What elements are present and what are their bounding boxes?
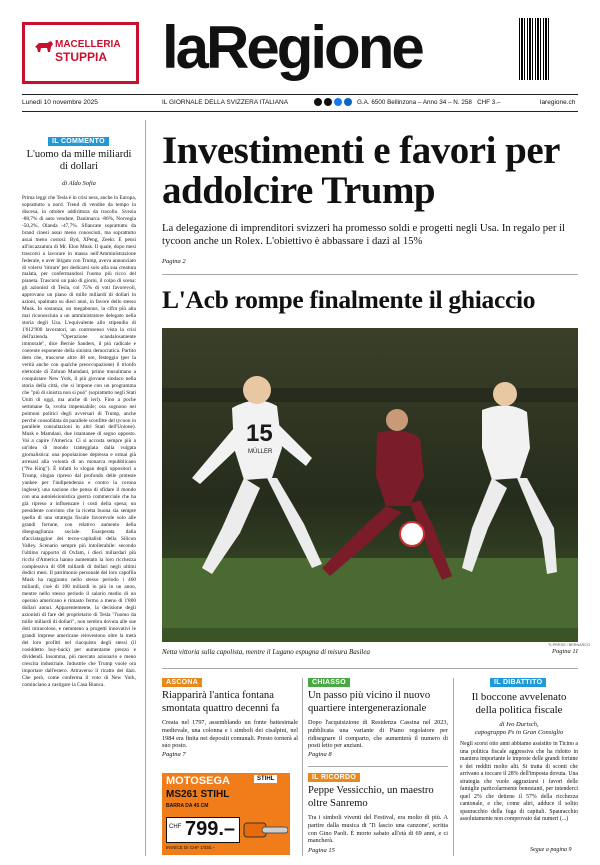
issue-date: Lunedì 10 novembre 2025 — [22, 99, 98, 106]
sport-headline[interactable]: L'Acb rompe finalmente il ghiaccio — [162, 285, 536, 314]
ad-brand-line2: STUPPIA — [55, 50, 108, 64]
ricordo-label: IL RICORDO — [308, 773, 360, 782]
main-subtitle: La delegazione di imprenditori svizzeri ha promesso soldi e progetti negli Usa. In regalo per il tycoon anche un Rolex. L'obiettivo è abbassare i dazi al 15% — [162, 222, 566, 247]
dibattito-body: Negli scorsi otto anni abbiamo assistito in Ticino a una politica fiscale aggressiva che ha ridotto in maniera importante le imposte delle grandi fortune e dei redditi molto alti. Si tratta di sconti che arrivano a toccare il 28% dell'imposta dovuta. Una strategia che vuole aggraziarsi i favori delle famiglie particolarmente benestanti, per intenderci quel 2% che detiene il 57% della ricchezza cantonale, e che, come altri, adduce il solito spauracchio della fuga di capitali. Spauracchio assolutamente non comprovato dai numeri (...) — [460, 741, 578, 822]
social-icons[interactable] — [314, 98, 352, 106]
facebook-icon[interactable] — [334, 98, 342, 106]
issue-info: G.A. 6500 Bellinzona – Anno 34 – N. 258 CHF 3.– — [357, 99, 501, 106]
ad-motosega-model: MS261 STIHL — [166, 789, 230, 800]
dibattito-author: di Ivo Durisch, — [499, 721, 539, 728]
chainsaw-icon — [242, 811, 288, 845]
barcode — [519, 18, 551, 80]
cow-logo-icon — [33, 39, 55, 55]
commento-title[interactable]: L'uomo da mille miliardi di dollari — [26, 149, 132, 172]
ricordo-page-ref: Pagina 15 — [308, 847, 335, 854]
dibattito-label: IL DIBATTITO — [490, 678, 546, 687]
commento-label: IL COMMENTO — [48, 137, 109, 146]
masthead-logo[interactable]: laRegione — [162, 14, 422, 81]
linkedin-icon[interactable] — [344, 98, 352, 106]
ad-motosega-bar: BARRA DA 45 CM — [166, 803, 209, 809]
motosega-ad[interactable] — [162, 773, 290, 855]
ad-motosega-title: MOTOSEGA — [166, 775, 230, 787]
photo-credit: TI-PRESS / BERNASCO — [548, 643, 590, 647]
tagline: IL GIORNALE DELLA SVIZZERA ITALIANA — [162, 99, 289, 106]
sport-caption: Netta vittoria sulla capolista, mentre il Lugano espugna di misura Basilea — [162, 648, 370, 656]
ascona-title[interactable]: Riapparirà l'antica fontana smontata quattro decenni fa — [162, 690, 280, 714]
top-ad[interactable] — [22, 22, 139, 84]
football-scene — [162, 328, 578, 642]
jersey-number: 15 — [246, 420, 273, 447]
commento-author: di Aldo Sofia — [62, 180, 96, 187]
ad-price-box — [166, 817, 240, 843]
ad-price: 799.– — [185, 818, 236, 840]
ricordo-title[interactable]: Peppe Vessicchio, un maestro oltre Sanremo — [308, 785, 434, 809]
main-headline[interactable]: Investimenti e favori per addolcire Trump — [162, 129, 560, 212]
ricordo-body: Tra i simboli viventi del Festival, era molto di più. A partire dalla musica di 'Ti lascio una canzone', scritta con Gino Paoli. È morto sabato all'età di 69 anni, e ci mancherà. — [308, 814, 448, 845]
instagram-icon[interactable] — [324, 98, 332, 106]
jersey-name: MÜLLER — [248, 449, 273, 455]
commento-body: Prima leggi che Tesla è in crisi nera, anche in Europa, soprattutto a nord. Trend di vendite da tempo in discesa, in ottobre addirittura da tracollo. Svezia -88,7% di auto vendute, Danimarca -86%, Norvegia -50,2%, Olanda -47,7%. Sfiancate soprattutto da brand cinesi assai meno conosciuti, ma soprattutto assai meno costosi: Byd, XPeng, Zeekr. E pensi all'incazzatura di Mr. Elon Musk. Il quale, dopo mesi trascorsi a lavorare in massa nell'Amministrazione federale, e aver litigato con Trump, aveva annunciato di volersi 'ritirare' per dedicarsi solo alla sua creatura malata, per confermandosi l'uomo più ricco del pianeta. Trascorsi un paio di giorni, il colpo di scena: gli azionisti di Tesla, col 75% di voti favorevoli, approvano un piano di mille miliardi di dollari in azioni, spalmato su dieci anni, in favore dello stesso Musk. In sostanza, un megabonus, la cifra più alta mai riconosciuta a un amministratore delegato nella storia degli Usa. L'equivalente allo stipendio di 1'612'900 lavoratori, un controsenso vista la crisi dell'azienda. "Operazione scandalosamente immorale", dice Bernie Sanders, il più radicale e coerente esponente della sinistra democratica. Partito dem che, trascorse altre 48 ore, festeggia (per la verità anche con qualche preoccupazione) il trionfo elettorale di Zohran Mamdani, primo musulmano a conquistare New York, il più giovane sindaco nella storia della città, che si impone con un programma che "più di sinistra non si può" (soprattutto negli Stati Uniti di oggi, ma anche di ieri). Fino a poche settimane fa, svolta impensabile; ora sognono nei polmoni politici degli avversari di Trump, anche perché consolidata da parallele sconfitte del tycoon in parallele consultazioni in altri Stati dell'Unione). Musk e Mamdani, due istantanee di segno opposto. Vai a capire l'America. Ci si accosta sempre più a un'idea di mondo tratteggiata dalla vulgata giornalistica: una popolazione depressa e ormai già arresasi alla volontà di un monarca repubblicano ("No King"). È infatti lo slogan degli oppositori a Trump, slogan ripreso dal profondo delle proteste yankee per l'indipendenza e contro la corona inglese); una nazione che pensa di sfidare il mondo con una autoleisionistica guerra commerciale che ha già ripreso a influenzare i costi della spesa; un presidente convinto che la ricetta buona sia sempre quella di una strategia fiscale favorevole solo alle grandi fortune, con relativo aumento della diseguaglianza sociale. Esasperata dalla sfacciataggine dei tecno-capitalisti della Silicon Valley. Scenario sempre più intollerabile: secondo l'ultimo rapporto di Oxfam, i dieci miliardari più ricchi d'America hanno aumentato la loro ricchezza complessiva di 698 miliardi di dollari negli ultimi dodici mesi. Il patrimonio personale del loro capofila Musk ha raggiunto nello stesso periodo i 460 miliardi, cioè di 100 miliardi in più in un anno, mentre nello stesso periodo il salario medio di un operaio americano è rimasto fermo a meno di 1'800 dollari annui. Apparentemente, la decisione degli azionisti di fare del proprietario di Tesla "l'uomo da mille miliardi di dollari", non sembra dovuta alle sue doti miracolose, e nemmeno a progetti innovativi le grandi imprese americane reinvestono oltre la metà dei loro profitti nel riacquisto degli stessi (il cosiddetto buy-back) per aumentarne prezzo e dividendi. Insomma, più mercato azionario e meno crescita industriale. Industrie che Trump vuole ora importare dall'estero. Attraverso il ricatto dei dazi. Che però, come conferma il voto di New York, cominciano a castigare la Casa Bianca. — [22, 195, 136, 688]
main-page-ref: Pagina 2 — [162, 258, 186, 265]
chiasso-page-ref: Pagina 8 — [308, 751, 332, 758]
website[interactable]: laregione.ch — [540, 99, 576, 106]
dibattito-title[interactable]: Il boccone avvelenato della politica fiscale — [471, 691, 567, 716]
chiasso-title[interactable]: Un passo più vicino il nuovo quartiere intergenerazionale — [308, 690, 431, 714]
sport-page-ref: Pagina 11 — [552, 648, 579, 655]
ad-note: INVECE DI CHF 1'030.– — [166, 845, 215, 850]
ascona-label: ASCONA — [162, 678, 202, 687]
dibattito-continue[interactable]: Segue a pagina 9 — [530, 847, 572, 853]
chiasso-label: CHIASSO — [308, 678, 350, 687]
ad-chf: CHF — [169, 824, 182, 830]
ascona-body: Creata nel 1797, assemblando un fonte battesimale medievale, una colonna e i simboli dei cisalpini, nel 1984 era finita nei depositi comunali. Presto tornerà al suo posto. — [162, 719, 298, 750]
ad-brand-line1: MACELLERIA — [55, 39, 121, 50]
ad-stihl-logo: STIHL — [254, 775, 277, 783]
ascona-page-ref: Pagina 7 — [162, 751, 186, 758]
x-icon[interactable] — [314, 98, 322, 106]
dibattito-role: capogruppo Ps in Gran Consiglio — [474, 729, 564, 736]
chiasso-body: Dopo l'acquisizione di Residenza Cassina nel 2023, pubblicata una variante di Piano regolatore per ridisegnare il comparto, che aumenterà il numero di posti letto per anziani. — [308, 719, 448, 750]
sport-photo[interactable] — [162, 328, 578, 642]
